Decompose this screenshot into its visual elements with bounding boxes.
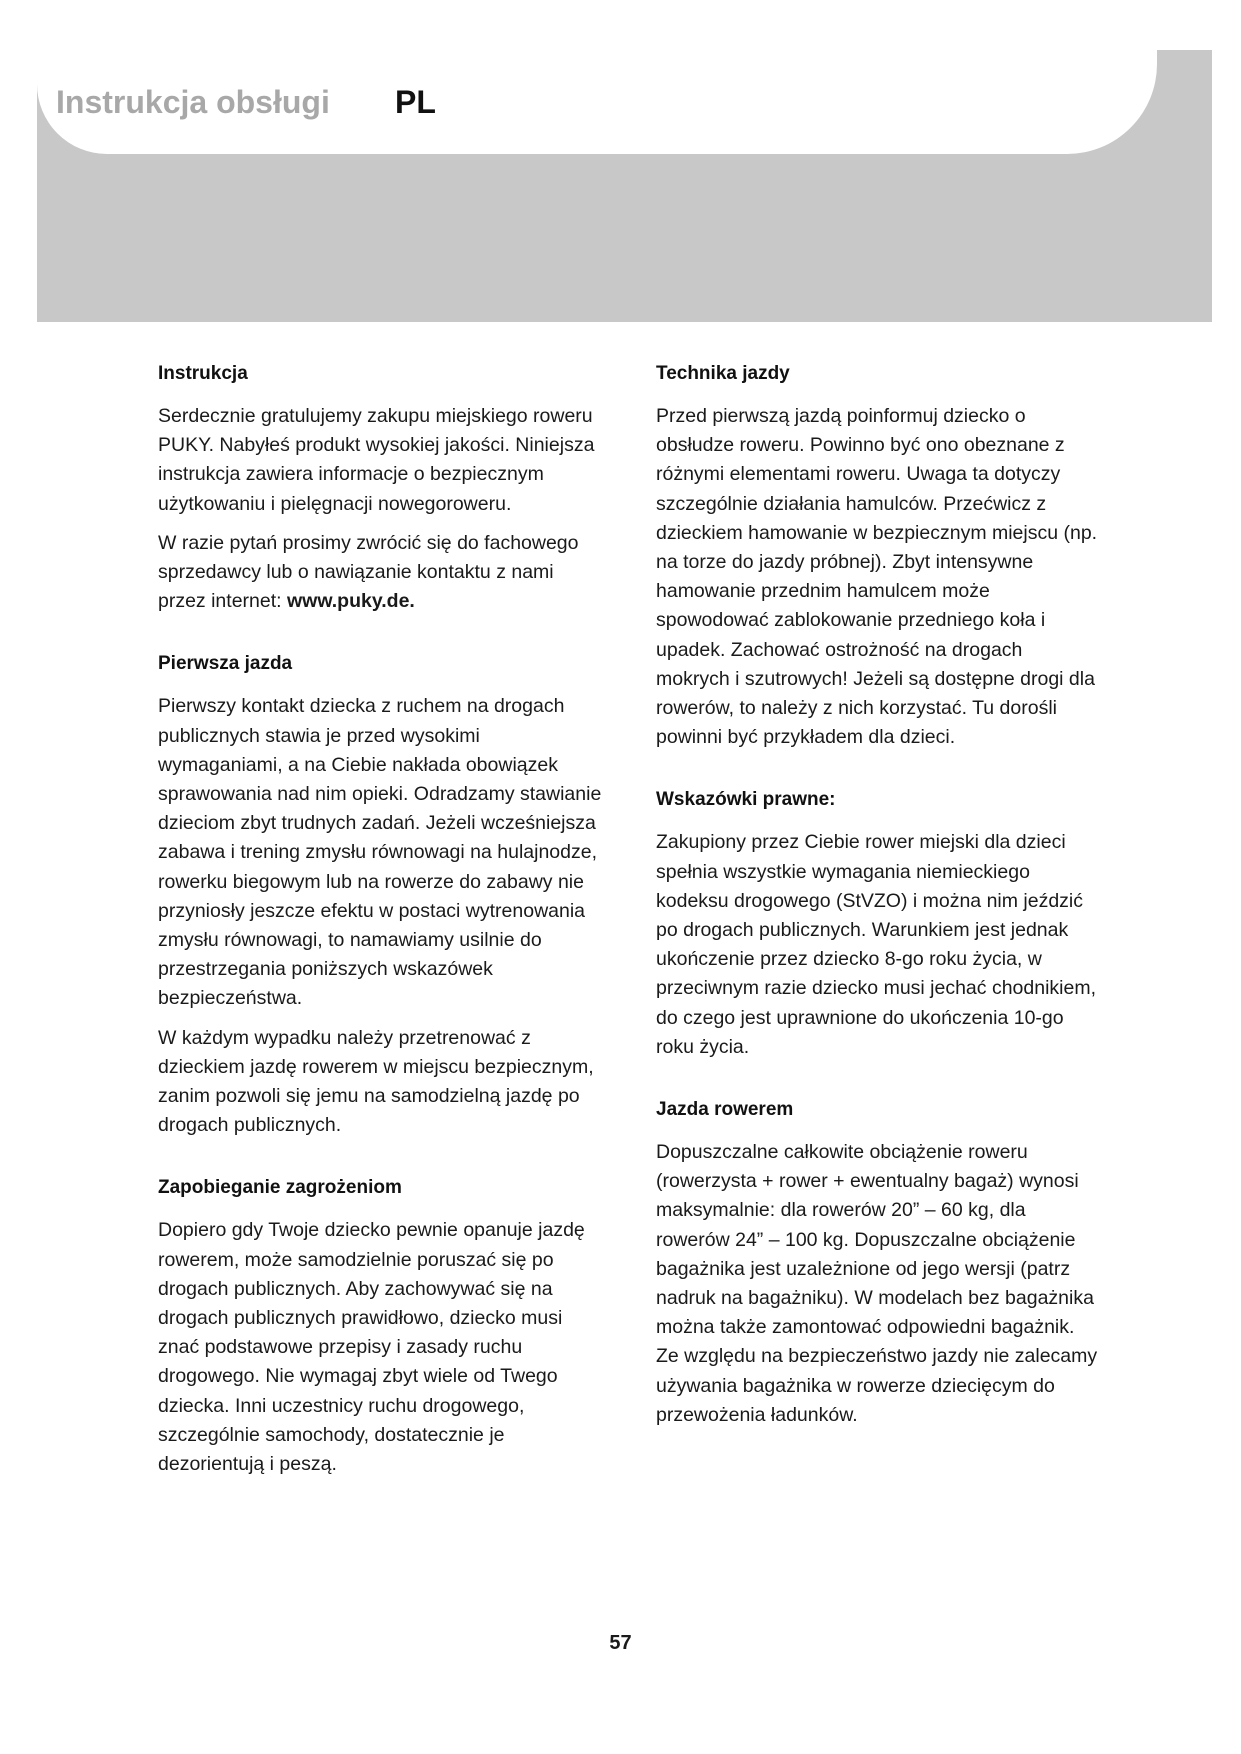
section-instrukcja bbox=[158, 360, 603, 616]
paragraph: W każdym wypadku należy przetrenować z dzieckiem jazdę rowerem w miejscu bezpiecznym, zanim pozwoli się jemu na samodzielną jazdę po drogach publicznych. bbox=[158, 1026, 594, 1137]
paragraph: Dopiero gdy Twoje dziecko pewnie opanuje jazdę rowerem, może samodzielnie poruszać się po drogach publicznych. Aby zachowywać się na drogach publicznych prawidłowo, dziecko musi znać podstawowe przepisy i zasady ruchu drogowego. Nie wymagaj zbyt wiele od Twego dziecka. Inni uczestnicy ruchu drogowego, szczególnie samochody, dostatecznie je dezorientują i peszą. bbox=[158, 1219, 585, 1476]
left-column bbox=[158, 360, 603, 1513]
section-wskazowki-prawne bbox=[656, 786, 1101, 1062]
contact-text: W razie pytań prosimy zwrócić się do fachowego sprzedawcy lub o nawiązanie kontaktu z nami przez internet: bbox=[158, 531, 579, 613]
language-label: PL bbox=[395, 84, 436, 120]
section-heading: Technika jazdy bbox=[656, 363, 790, 384]
section-technika-jazdy bbox=[656, 360, 1101, 752]
paragraph: Przed pierwszą jazdą poinformuj dziecko o obsłudze roweru. Powinno być ono obeznane z różnymi elementami roweru. Uwaga ta dotyczy szczególnie działania hamulców. Przećwicz z dzieckiem hamowanie w bezpiecznym miejscu (np. na torze do jazdy próbnej). Zbyt intensywne hamowanie przednim hamulcem może spowodować zablokowanie przedniego koła i upadek. Zachować ostrożność na drogach mokrych i szutrowych! Jeżeli są dostępne drogi dla rowerów, to należy z nich korzystać. Tu dorośli powinni być przykładem dla dzieci. bbox=[656, 405, 1098, 749]
paragraph: Serdecznie gratulujemy zakupu miejskiego roweru PUKY. Nabyłeś produkt wysokiej jakości. Niniejsza instrukcja zawiera informacje o bezpiecznym użytkowaniu i pielęgnacji nowegoroweru. bbox=[158, 405, 595, 515]
section-heading: Wskazówki prawne: bbox=[656, 789, 836, 811]
paragraph: Pierwszy kontakt dziecka z ruchem na drogach publicznych stawia je przed wysokimi wymaganiami, a na Ciebie nakłada obowiązek sprawowania nad nim opieki. Odradzamy stawianie dzieciom zbyt trudnych zadań. Jeżeli wcześniejsza zabawa i trening zmysłu równowagi na hulajnodze, rowerku biegowym lub na rowerze do zabawy nie przyniosły jeszcze efektu w postaci wytrenowania zmysłu równowagi, to namawiamy usilnie do przestrzegania poniższych wskazówek bezpieczeństwa. bbox=[158, 695, 602, 1010]
paragraph: Zakupiony przez Ciebie rower miejski dla dzieci spełnia wszystkie wymagania niemieckiego kodeksu drogowego (StVZO) i można nim jeździć po drogach publicznych. Warunkiem jest jednak ukończenie przez dziecko 8-go roku życia, w przeciwnym razie dziecko musi jechać chodnikiem, do czego jest uprawnione do ukończenia 10-go roku życia. bbox=[656, 831, 1096, 1058]
section-heading: Zapobieganie zagrożeniom bbox=[158, 1177, 402, 1199]
section-zapobieganie-zagrozeniom bbox=[158, 1174, 603, 1479]
website-link[interactable]: www.puky.de. bbox=[286, 590, 415, 613]
section-heading: Pierwsza jazda bbox=[158, 653, 293, 675]
right-column bbox=[656, 360, 1101, 1464]
section-heading: Instrukcja bbox=[158, 363, 248, 384]
section-heading: Jazda rowerem bbox=[656, 1099, 794, 1121]
page-number: 57 bbox=[609, 1632, 632, 1654]
page-title: Instrukcja obsługi bbox=[56, 84, 330, 120]
paragraph: Dopuszczalne całkowite obciążenie roweru (rowerzysta + rower + ewentualny bagaż) wynosi maksymalnie: dla rowerów 20” – 60 kg, dla rowerów 24” – 100 kg. Dopuszczalne obciążenie bagażnika jest uzależnione od jego wersji (patrz nadruk na bagażniku). W modelach bez bagażnika można także zamontować odpowiedni bagażnik. Ze względu na bezpieczeństwo jazdy nie zalecamy używania bagażnika w rowerze dziecięcym do przewożenia ładunków. bbox=[656, 1141, 1098, 1426]
section-jazda-rowerem bbox=[656, 1096, 1101, 1430]
section-pierwsza-jazda bbox=[158, 650, 603, 1140]
contact-paragraph bbox=[158, 529, 603, 617]
